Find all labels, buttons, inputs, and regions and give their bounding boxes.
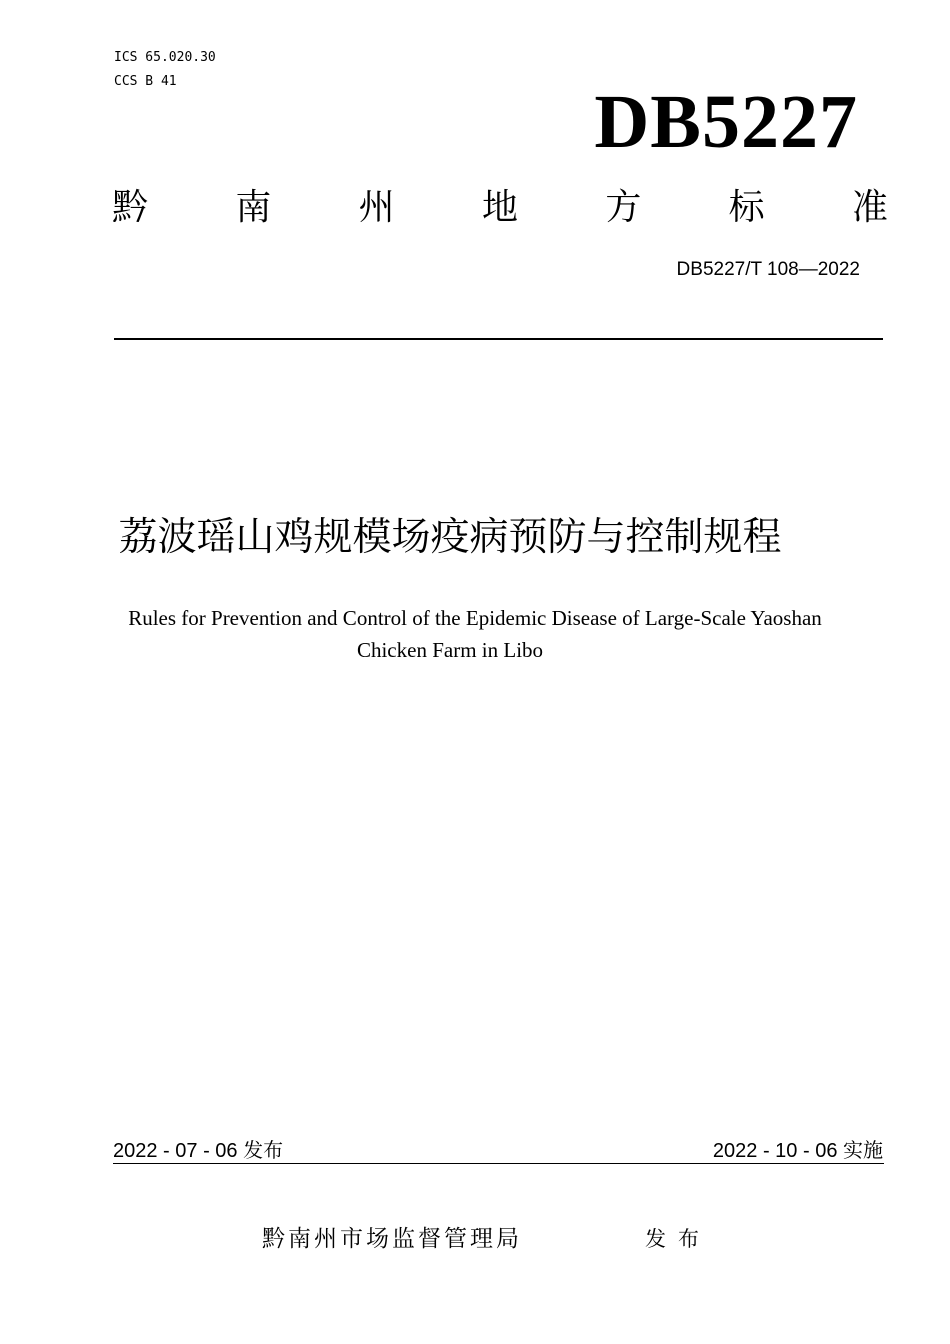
title-chinese-text: 荔波瑶山鸡规模场疫病预防与控制规程 <box>118 515 782 560</box>
standard-type-char: 黔 <box>112 187 149 228</box>
standard-type-char: 方 <box>605 187 642 228</box>
standard-type-char: 地 <box>481 187 518 228</box>
standard-type-heading <box>112 186 888 230</box>
issuing-authority: 黔南州市场监督管理局 <box>262 1226 522 1252</box>
issue-date: 2022 - 07 - 06 发布 <box>113 1140 284 1162</box>
standard-type-char: 标 <box>728 187 765 228</box>
title-english-line-1: Rules for Prevention and Control of the Epidemic Disease of Large-Scale Yaoshan <box>128 606 822 630</box>
implementation-date: 2022 - 10 - 06 实施 <box>712 1140 883 1162</box>
top-divider <box>114 338 883 340</box>
standard-type-char: 准 <box>851 187 888 228</box>
ics-code: ICS 65.020.30 <box>114 50 216 65</box>
title-chinese <box>0 512 950 564</box>
title-english-line-2 <box>0 636 950 664</box>
issue-label: 发布 <box>645 1227 711 1251</box>
standard-type-char: 州 <box>358 187 395 228</box>
standard-type-char: 南 <box>235 187 272 228</box>
standard-code-large: DB5227 <box>594 80 858 164</box>
ccs-code: CCS B 41 <box>114 74 177 89</box>
standard-number: DB5227/T 108—2022 <box>676 259 860 280</box>
title-english-line-2-text: Chicken Farm in Libo <box>356 638 544 662</box>
bottom-divider <box>113 1163 884 1164</box>
